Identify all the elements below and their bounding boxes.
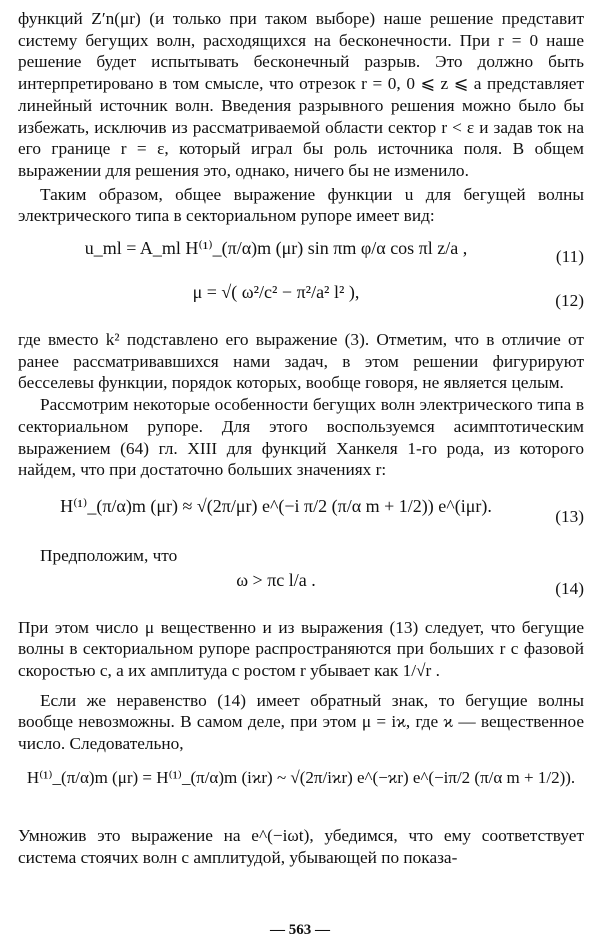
equation-12-number: (12)	[555, 291, 584, 311]
paragraph-7: Если же неравенство (14) имеет обратный знак, то бегущие волны вообще невозможны. В самом деле, при этом μ = iϰ, где ϰ — вещественное число. Следовательно,	[18, 690, 584, 754]
equation-11	[18, 237, 584, 277]
equation-14-expr: ω > πc l/a .	[236, 569, 316, 590]
equation-11-number: (11)	[555, 247, 584, 267]
equation-14-number: (14)	[555, 578, 584, 598]
equation-14	[18, 569, 584, 609]
paragraph-5: Предположим, что	[40, 545, 178, 565]
paragraph-8: Умножив это выражение на e^(−iωt), убедимся, что ему соответствует система стоячих волн с амплитудой, убывающей по показа-	[18, 825, 584, 867]
paragraph-1: функций Z′n(μr) (и только при таком выборе) наше решение представит систему бегущих волн, расходящихся на бесконечности. При r = 0 наше решение будет испытывать бесконечный разрыв. Это должно быть интерпретировано в том смысле, что отрезок r = 0, 0 ⩽ z ⩽ a представляет линейный источник волн. Введения разрывного решения можно было бы избежать, исключив из рассматриваемой области сектор r < ε и задав ток на его границе r = ε, который играл бы роль источника поля. В общем выражении для решения это, однако, ничего бы не изменило.	[18, 9, 584, 180]
paragraph-4: Рассмотрим некоторые особенности бегущих волн электрического типа в секториальном рупоре. Для этого воспользуемся асимптотическим выражением (64) гл. XIII для функций Ханкеля 1-го рода, из которого найдем, что при достаточно больших значениях r:	[18, 395, 584, 480]
equation-11-expr: u_ml = A_ml H⁽¹⁾_(π/α)m (μr) sin πm φ/α cos πl z/a ,	[84, 238, 468, 259]
equation-13-number: (13)	[555, 506, 584, 526]
equation-13	[18, 495, 584, 539]
page-number: — 563 —	[270, 922, 330, 938]
equation-12	[18, 281, 584, 321]
paragraph-2: Таким образом, общее выражение функции u для бегущей волны электрического типа в секториальном рупоре имеет вид:	[18, 184, 584, 226]
equation-13-expr: H⁽¹⁾_(π/α)m (μr) ≈ √(2π/μr) e^(−i π/2 (π/α m + 1/2)) e^(iμr).	[60, 495, 492, 516]
equation-15-expr: H⁽¹⁾_(π/α)m (μr) = H⁽¹⁾_(π/α)m (iϰr) ~ √(2π/iϰr) e^(−ϰr) e^(−iπ/2 (π/α m + 1/2)).	[26, 767, 576, 787]
paragraph-6: При этом число μ вещественно и из выражения (13) следует, что бегущие волны в секториальном рупоре распространяются при больших r с фазовой скоростью c, а их амплитуда с ростом r убывает как 1/√r .	[18, 617, 584, 681]
page-body	[18, 8, 584, 868]
equation-12-expr: μ = √( ω²/c² − π²/a² l² ),	[192, 282, 360, 303]
equation-15	[18, 767, 584, 815]
paragraph-3: где вместо k² подставлено его выражение (3). Отметим, что в отличие от ранее рассматривавшихся нами задач, в этом решении фигурируют бесселевы функции, порядок которых, вообще говоря, не является целым.	[18, 330, 584, 393]
